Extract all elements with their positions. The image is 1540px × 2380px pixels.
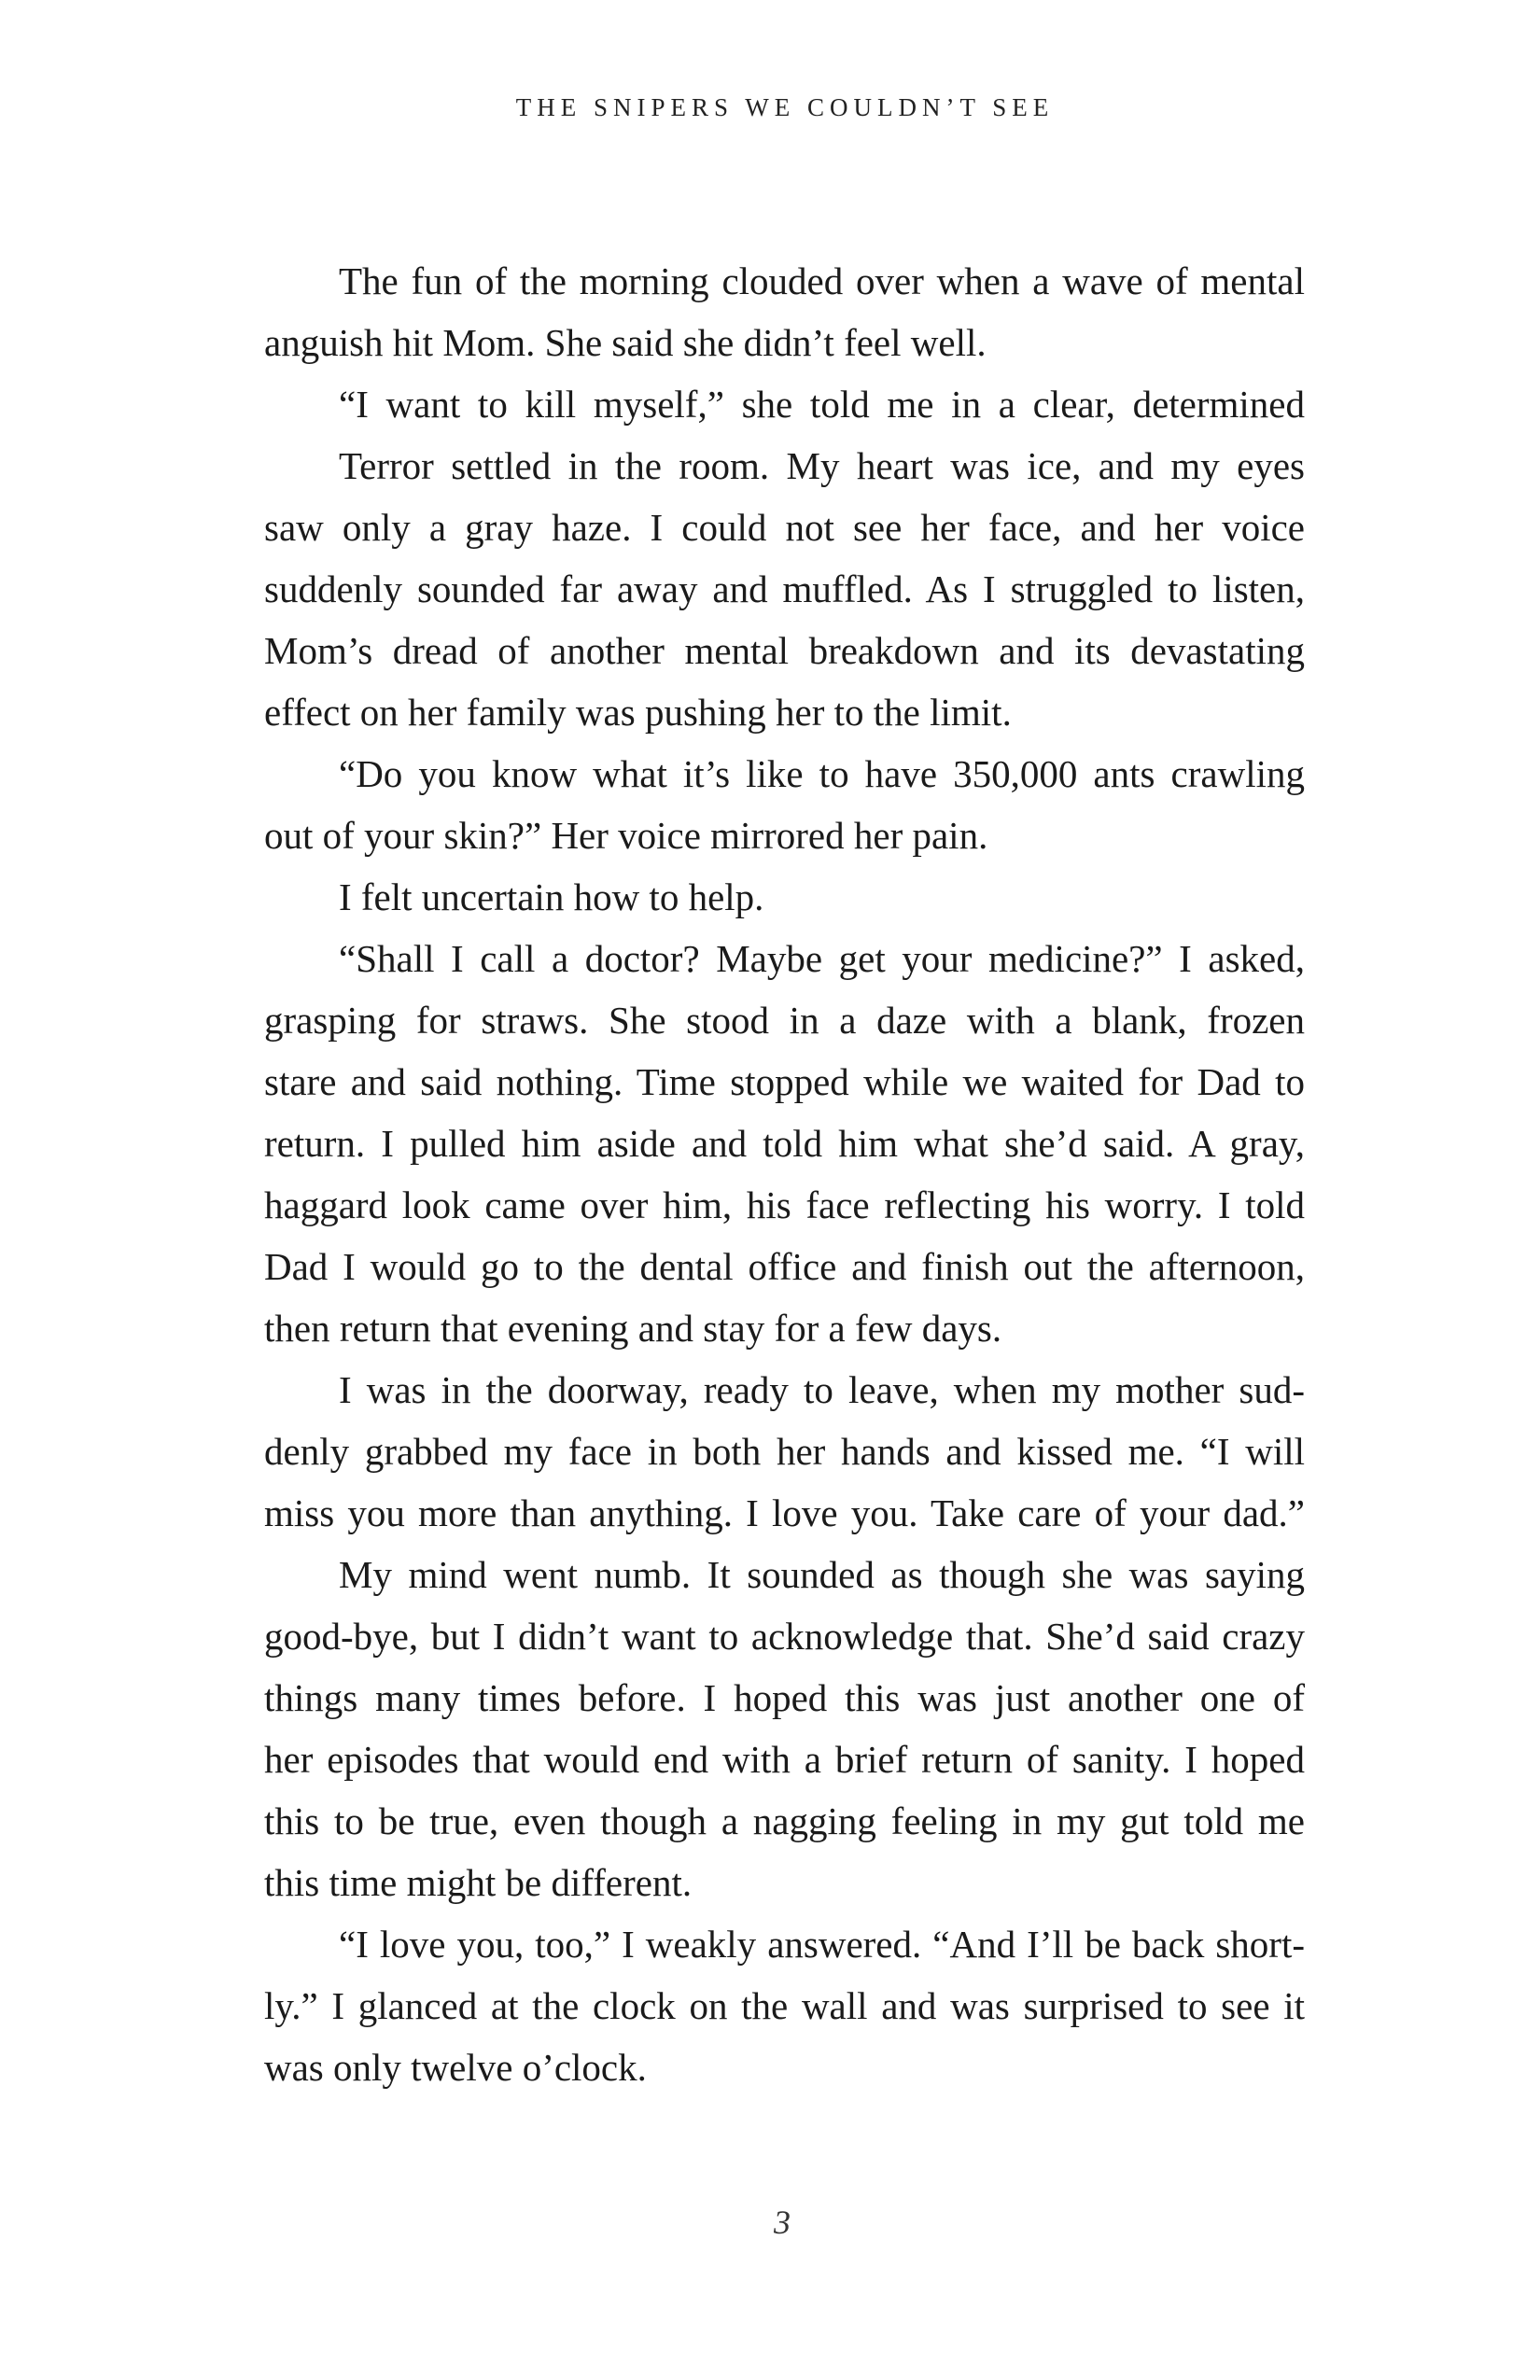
text-line: this to be true, even though a nagging feeling in my gut told me bbox=[264, 1799, 1305, 1842]
text-line: My mind went numb. It sounded as though she was saying bbox=[339, 1553, 1305, 1596]
text-line: grasping for straws. She stood in a daze with a blank, frozen bbox=[264, 999, 1305, 1042]
text-line: return. I pulled him aside and told him what she’d said. A gray, bbox=[264, 1122, 1305, 1165]
text-line: saw only a gray haze. I could not see her face, and her voice bbox=[264, 506, 1305, 549]
text-line: denly grabbed my face in both her hands and kissed me. “I will bbox=[264, 1430, 1305, 1473]
text-line: Dad I would go to the dental office and finish out the afternoon, bbox=[264, 1245, 1305, 1288]
text-line: ly.” I glanced at the clock on the wall and was surprised to see it bbox=[264, 1984, 1305, 2027]
text-line: I was in the doorway, ready to leave, when my mother sud- bbox=[339, 1368, 1305, 1411]
text-line: was only twelve o’clock. bbox=[264, 2046, 647, 2089]
text-line: effect on her family was pushing her to the limit. bbox=[264, 691, 1012, 734]
text-line: anguish hit Mom. She said she didn’t feel well. bbox=[264, 321, 987, 364]
text-line: her episodes that would end with a brief return of sanity. I hoped bbox=[264, 1738, 1305, 1781]
text-line: Mom’s dread of another mental breakdown and its devastating bbox=[264, 629, 1305, 672]
text-line: good-bye, but I didn’t want to acknowledge that. She’d said crazy bbox=[264, 1615, 1305, 1658]
text-line: “I love you, too,” I weakly answered. “And I’ll be back short- bbox=[339, 1923, 1305, 1966]
text-line: then return that evening and stay for a few days. bbox=[264, 1307, 1002, 1350]
text-line: suddenly sounded far away and muffled. As I struggled to listen, bbox=[264, 567, 1305, 610]
body-text bbox=[264, 250, 1305, 2098]
text-line: I felt uncertain how to help. bbox=[339, 875, 764, 918]
text-line: “I want to kill myself,” she told me in a clear, determined bbox=[339, 383, 1305, 426]
text-line: miss you more than anything. I love you. Take care of your dad.” bbox=[264, 1491, 1305, 1534]
text-line: out of your skin?” Her voice mirrored her pain. bbox=[264, 814, 988, 857]
text-line: The fun of the morning clouded over when a wave of mental bbox=[339, 259, 1305, 302]
text-line: things many times before. I hoped this was just another one of bbox=[264, 1676, 1305, 1719]
text-line: haggard look came over him, his face reflecting his worry. I told bbox=[264, 1183, 1305, 1226]
text-line: this time might be different. bbox=[264, 1861, 693, 1904]
text-line: “Do you know what it’s like to have 350,000 ants crawling bbox=[339, 752, 1305, 795]
running-head: THE SNIPERS WE COULDN’T SEE bbox=[515, 93, 1055, 121]
text-line: stare and said nothing. Time stopped while we waited for Dad to bbox=[264, 1060, 1305, 1103]
text-line: Terror settled in the room. My heart was ice, and my eyes bbox=[339, 444, 1305, 487]
page-number: 3 bbox=[774, 2204, 791, 2241]
text-line: “Shall I call a doctor? Maybe get your medicine?” I asked, bbox=[339, 937, 1305, 980]
